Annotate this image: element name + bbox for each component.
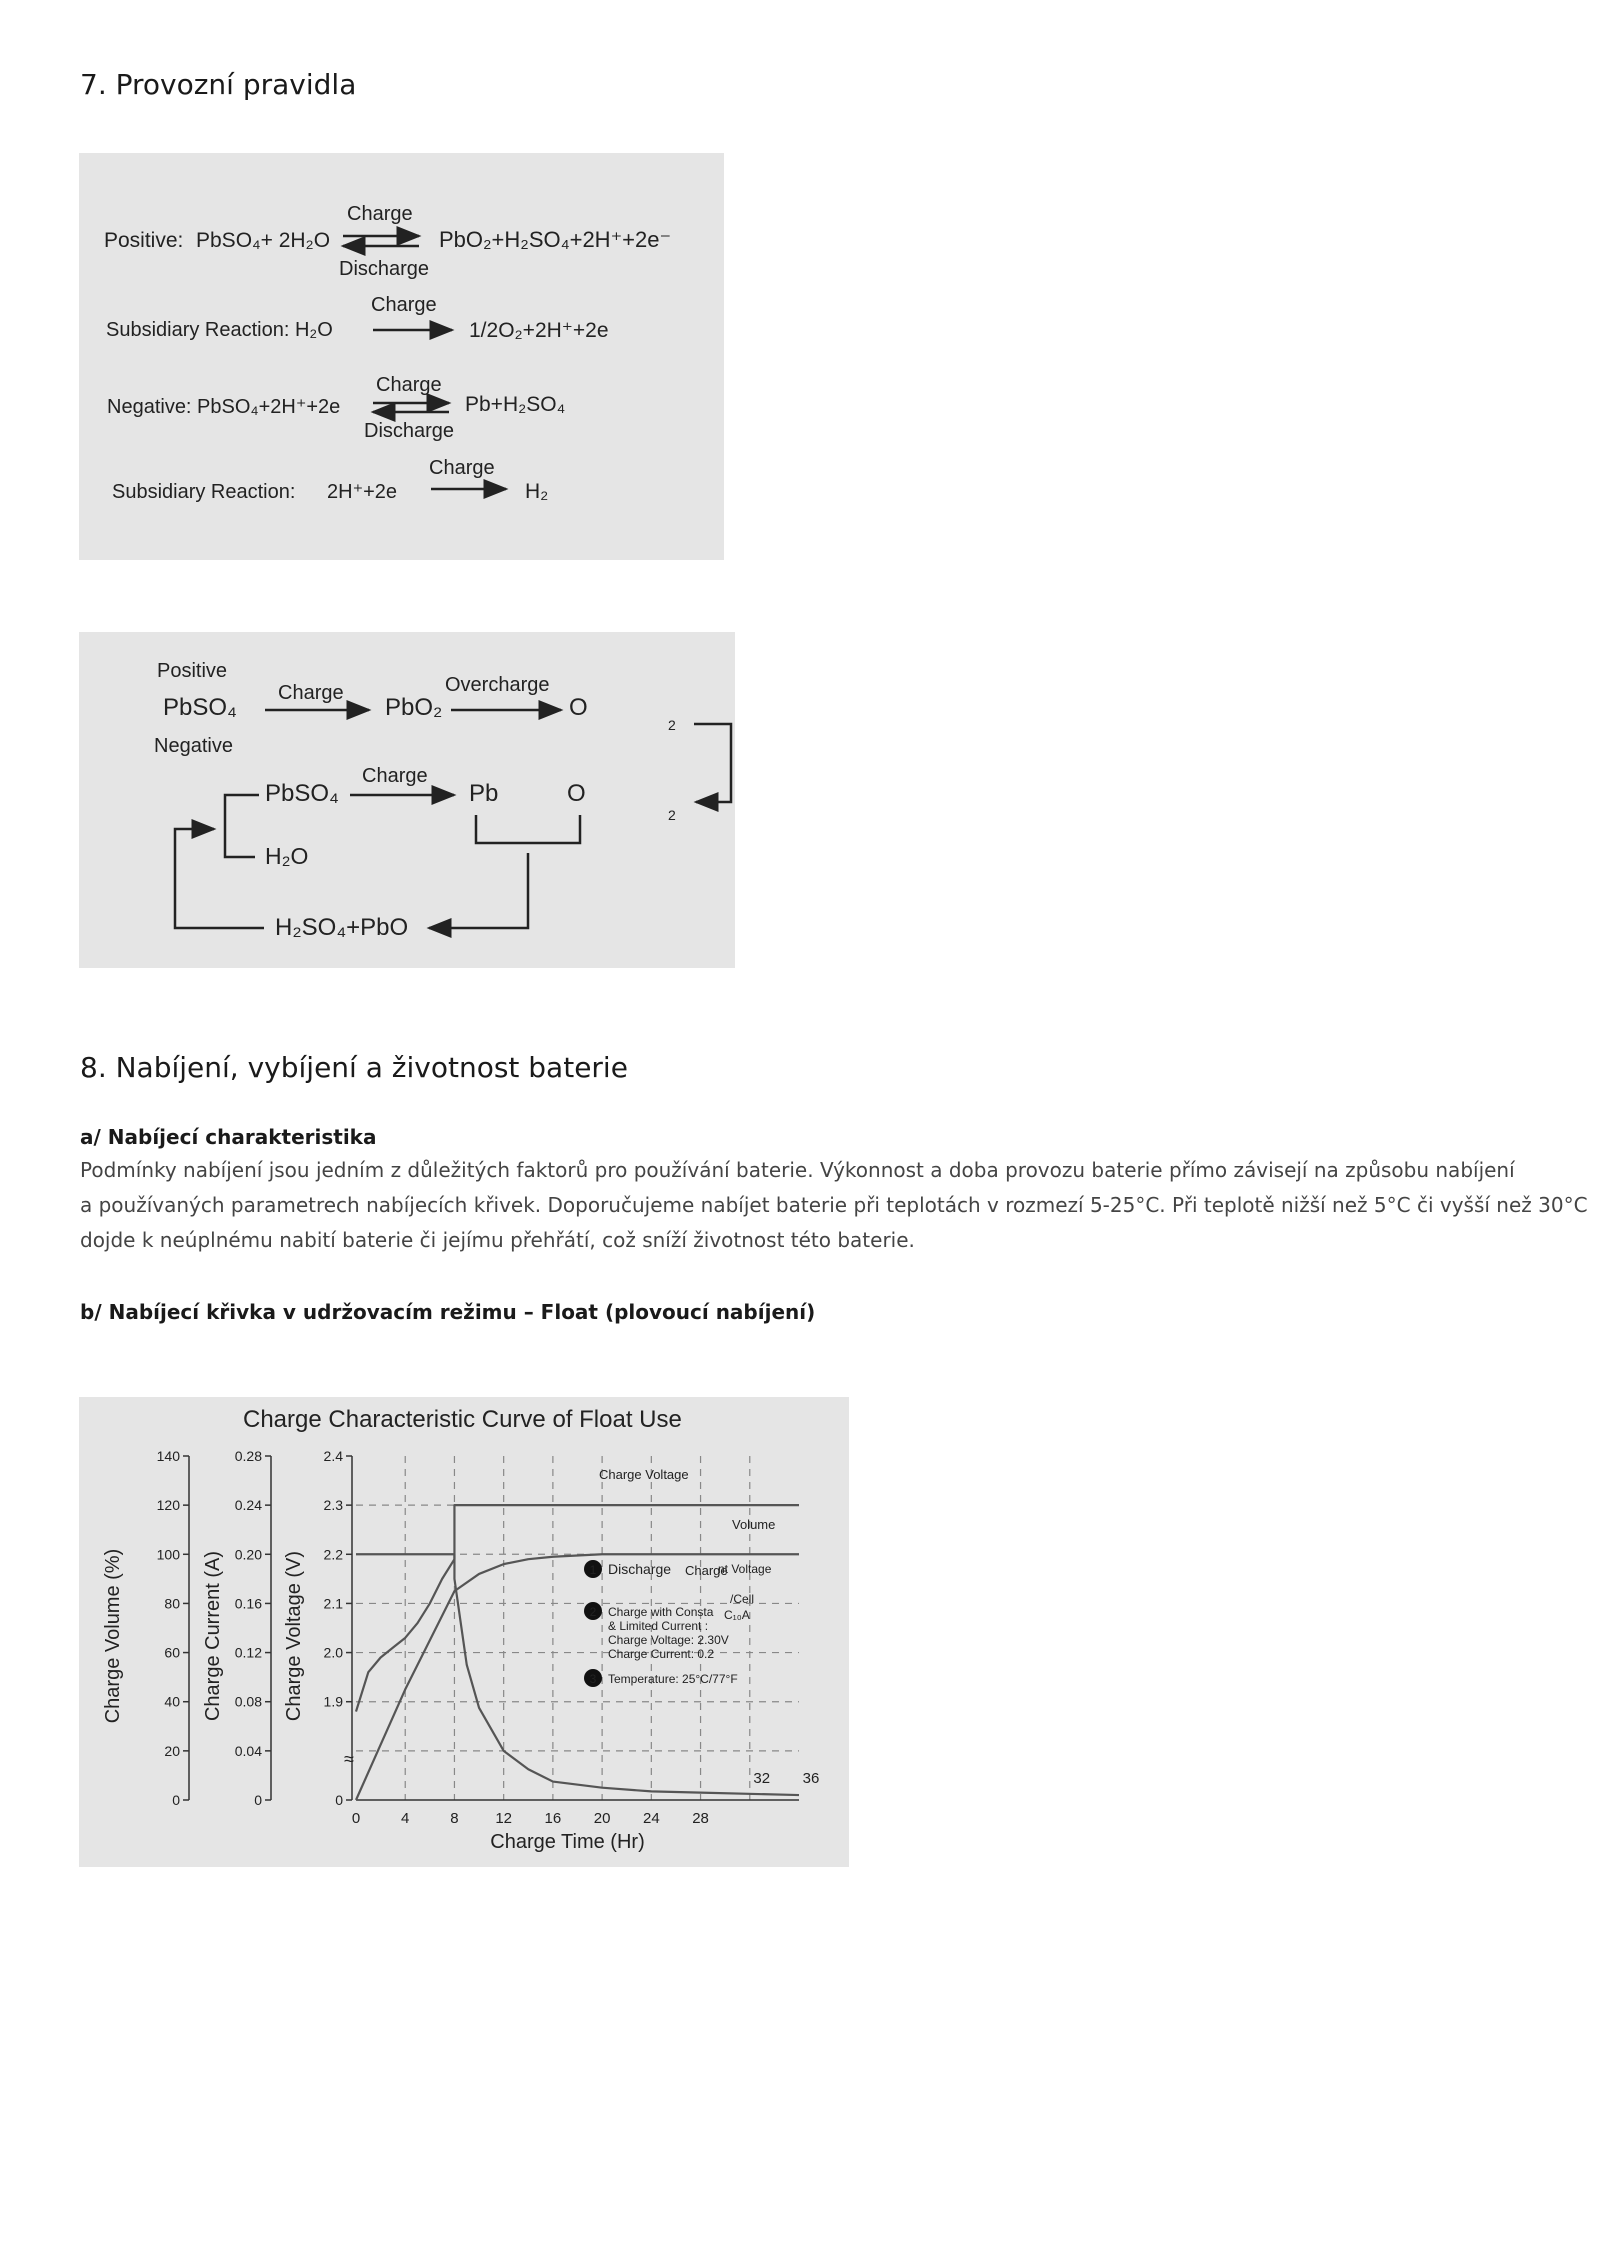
negative-charge-label: Charge (376, 374, 442, 396)
x-tick-label: 24 (642, 1810, 660, 1827)
annotation-text: Discharge (608, 1561, 672, 1577)
y-axis-label: Charge Current (A) (202, 1550, 224, 1722)
x-tick-label: 20 (593, 1810, 611, 1827)
y-tick-label: 0.28 (234, 1448, 262, 1464)
series-label: Volume (732, 1517, 776, 1532)
float-charge-chart (79, 1397, 849, 1867)
y-tick-label: 0.04 (234, 1742, 262, 1759)
axis-break-symbol: ≈ (344, 1748, 354, 1769)
annotation-marker-number: 3 (589, 1672, 597, 1686)
y-tick-label: 140 (156, 1448, 180, 1464)
annotation-text: Charge Current: 0.2 (608, 1647, 715, 1661)
positive-discharge-label: Discharge (339, 258, 430, 280)
annotation-side-label: /Cell (730, 1592, 755, 1606)
subsidiary1-products: 1/2O₂+2H⁺+2e (469, 319, 609, 342)
charging-characteristics-text (80, 1153, 1588, 1258)
x-axis-label: Charge Time (Hr) (490, 1831, 645, 1853)
subsidiary2-products: H₂ (525, 480, 549, 503)
cycle-pbo2: PbO₂ (385, 694, 443, 721)
annotation-marker-number: 2 (589, 1605, 597, 1619)
cycle-return-arrow-right (694, 724, 731, 802)
y-tick-label: 0.24 (234, 1497, 262, 1514)
paragraph-line: Podmínky nabíjení jsou jedním z důležitých faktorů pro používání baterie. Výkonnost a doba provozu baterie přímo závisejí na způsobu nabíjení (80, 1158, 1515, 1182)
y-tick-label: 1.9 (323, 1693, 343, 1710)
x-tick-label: 36 (802, 1770, 820, 1787)
subsidiary2-charge-label: Charge (429, 457, 495, 479)
cycle-pbso4-negative: PbSO₄ (265, 780, 339, 807)
cycle-pb-o-bracket (476, 815, 580, 843)
x-tick-label: 0 (351, 1810, 361, 1827)
y-tick-label: 40 (164, 1693, 180, 1710)
y-tick-label: 2.1 (323, 1595, 343, 1612)
x-tick-label: 12 (495, 1810, 513, 1827)
negative-products: Pb+H₂SO₄ (465, 393, 566, 416)
annotation-text: Temperature: 25°C/77°F (608, 1672, 738, 1686)
section-7-title: 7. Provozní pravidla (80, 68, 357, 101)
annotation-text: Charge Voltage: 2.30V (608, 1633, 729, 1647)
annotation-text: & Limited Current : (608, 1619, 709, 1633)
annotation-side-label: nt Voltage (718, 1562, 772, 1576)
positive-charge-label: Charge (347, 203, 413, 225)
subsidiary2-label: Subsidiary Reaction: (112, 481, 296, 503)
x-tick-label: 4 (401, 1810, 410, 1827)
annotation-marker-number: 1 (589, 1563, 597, 1577)
positive-products: PbO₂+H₂SO₄+2H⁺+2e⁻ (439, 227, 672, 252)
float-curve-heading: b/ Nabíjecí křivka v udržovacím režimu – Float (plovoucí nabíjení) (80, 1300, 816, 1324)
charging-characteristics-heading: a/ Nabíjecí charakteristika (80, 1125, 377, 1149)
cycle-overcharge-label: Overcharge (445, 674, 550, 696)
x-tick-label: 16 (544, 1810, 562, 1827)
reaction-equations-figure (79, 153, 724, 560)
subsidiary2-reactants: 2H⁺+2e (327, 481, 398, 503)
cycle-pb: Pb (469, 780, 499, 807)
cycle-negative-label: Negative (154, 735, 233, 757)
y-tick-label: 20 (164, 1742, 180, 1759)
positive-reactants: PbSO₄+ 2H₂O (196, 229, 331, 252)
subsidiary1-charge-label: Charge (371, 294, 437, 316)
y-tick-label: 2.3 (323, 1497, 343, 1514)
cycle-subscript-top: 2 (668, 717, 676, 733)
y-tick-label: 0 (254, 1792, 262, 1808)
y-axis-label: Charge Volume (%) (102, 1548, 124, 1724)
cycle-to-h2so4-arrow (429, 853, 528, 928)
series-label: Charge (685, 1563, 728, 1578)
cycle-oxygen-top: O (569, 694, 588, 721)
positive-label: Positive: (104, 229, 184, 252)
paragraph-line: a používaných parametrech nabíjecích křivek. Doporučujeme nabíjet baterie při teplotách v rozmezí 5-25°C. Při teplotě nižší než 5°C či vyšší než 30°C (80, 1193, 1588, 1217)
y-tick-label: 0.16 (234, 1595, 262, 1612)
cycle-charge-label-bottom: Charge (362, 765, 428, 787)
x-tick-label: 28 (692, 1810, 709, 1827)
y-tick-label: 2.4 (323, 1448, 343, 1464)
y-tick-label: 2.0 (323, 1644, 343, 1661)
cycle-subscript-bottom: 2 (668, 807, 676, 823)
y-tick-label: 0.20 (234, 1546, 262, 1563)
section-8-title: 8. Nabíjení, vybíjení a životnost baterie (80, 1051, 628, 1084)
cycle-h2o: H₂O (265, 843, 309, 869)
series-label: Charge Voltage (599, 1467, 689, 1482)
chart-title: Charge Characteristic Curve of Float Use (243, 1406, 682, 1433)
y-tick-label: 0.12 (234, 1644, 262, 1661)
y-tick-label: 120 (156, 1497, 180, 1514)
cycle-pbso4-positive: PbSO₄ (163, 694, 237, 721)
cycle-oxygen-bottom: O (567, 780, 586, 807)
y-tick-label: 0 (172, 1792, 180, 1808)
negative-discharge-label: Discharge (364, 420, 455, 442)
annotation-side-label: C₁₀A (724, 1608, 750, 1622)
negative-label: Negative: PbSO₄+2H⁺+2e (107, 396, 341, 418)
cycle-loop-arrow-left (175, 829, 264, 928)
x-tick-label: 32 (753, 1770, 771, 1787)
cycle-charge-label-top: Charge (278, 682, 344, 704)
subsidiary1-label: Subsidiary Reaction: H₂O (106, 319, 333, 341)
annotation-text: Charge with Consta (608, 1605, 714, 1619)
y-tick-label: 2.2 (323, 1546, 343, 1563)
cycle-positive-label: Positive (157, 660, 228, 682)
paragraph-line: dojde k neúplnému nabití baterie či jejímu přehřátí, což sníží životnost této baterie. (80, 1228, 915, 1252)
y-tick-label: 100 (156, 1546, 180, 1563)
x-tick-label: 8 (450, 1810, 459, 1827)
cycle-left-bracket (225, 795, 259, 857)
cycle-h2so4-pbo: H₂SO₄+PbO (275, 914, 409, 941)
y-tick-label: 0.08 (234, 1693, 262, 1710)
y-tick-label: 80 (164, 1595, 180, 1612)
y-tick-label: 0 (335, 1792, 343, 1808)
charge-cycle-diagram (79, 632, 735, 968)
y-axis-label: Charge Voltage (V) (283, 1550, 305, 1722)
y-tick-label: 60 (164, 1644, 180, 1661)
